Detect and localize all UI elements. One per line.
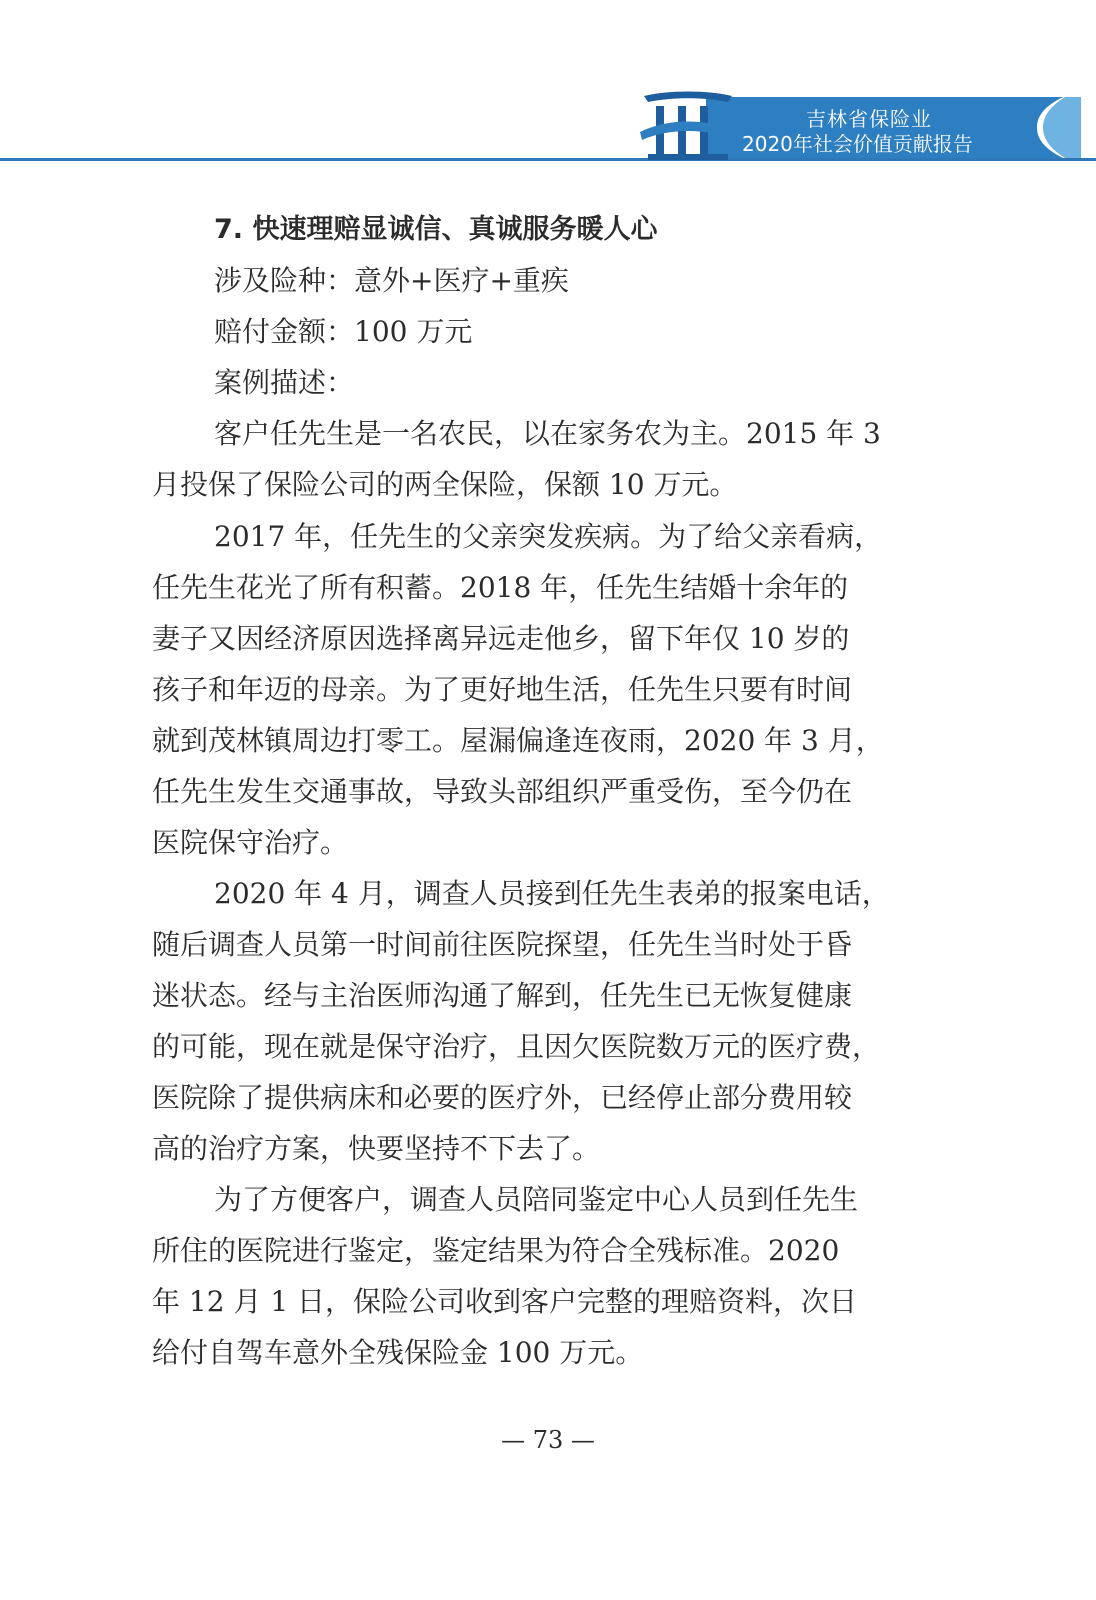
page-number: — 73 — bbox=[501, 1426, 595, 1454]
paragraph-line: 任先生发生交通事故，导致头部组织严重受伤，至今仍在 bbox=[152, 775, 853, 808]
header-banner-cap bbox=[1003, 97, 1081, 158]
paragraph-line: 迷状态。经与主治医师沟通了解到，任先生已无恢复健康 bbox=[152, 979, 853, 1012]
insurance-types: 涉及险种：意外+医疗+重疾 bbox=[214, 264, 569, 297]
paragraph-line: 高的治疗方案，快要坚持不下去了。 bbox=[152, 1132, 601, 1165]
paragraph-line: 医院除了提供病床和必要的医疗外，已经停止部分费用较 bbox=[152, 1081, 853, 1114]
paragraph-line: 医院保守治疗。 bbox=[152, 826, 349, 859]
paragraph-line: 客户任先生是一名农民，以在家务农为主。2015 年 3 bbox=[214, 417, 881, 450]
paragraph-line: 2020 年 4 月，调查人员接到任先生表弟的报案电话， bbox=[214, 877, 890, 910]
header-rule bbox=[0, 158, 1096, 161]
paragraph-line: 为了方便客户，调查人员陪同鉴定中心人员到任先生 bbox=[214, 1183, 859, 1216]
paragraph-line: 任先生花光了所有积蓄。2018 年，任先生结婚十余年的 bbox=[152, 571, 849, 604]
paragraph-line: 就到茂林镇周边打零工。屋漏偏逢连夜雨，2020 年 3 月， bbox=[152, 724, 884, 757]
paragraph-line: 孩子和年迈的母亲。为了更好地生活，任先生只要有时间 bbox=[152, 673, 853, 706]
paragraph-line: 所住的医院进行鉴定，鉴定结果为符合全残标准。2020 bbox=[152, 1234, 840, 1267]
paragraph-line: 随后调查人员第一时间前往医院探望，任先生当时处于昏 bbox=[152, 928, 853, 961]
paragraph-line: 妻子又因经济原因选择离异远走他乡，留下年仅 10 岁的 bbox=[152, 622, 850, 655]
paragraph-line: 的可能，现在就是保守治疗，且因欠医院数万元的医疗费， bbox=[152, 1030, 881, 1063]
paragraph-line: 月投保了保险公司的两全保险，保额 10 万元。 bbox=[152, 468, 738, 501]
paragraph-line: 2017 年，任先生的父亲突发疾病。为了给父亲看病， bbox=[214, 520, 883, 553]
paragraph-line: 给付自驾车意外全残保险金 100 万元。 bbox=[152, 1336, 644, 1369]
logo-icon bbox=[638, 88, 738, 162]
header-title-line2: 2020年社会价值贡献报告 bbox=[742, 132, 973, 156]
paragraph-line: 年 12 月 1 日，保险公司收到客户完整的理赔资料，次日 bbox=[152, 1285, 858, 1318]
header-title-line1: 吉林省保险业 bbox=[806, 107, 932, 131]
payout-amount: 赔付金额：100 万元 bbox=[214, 315, 473, 348]
section-heading: 7. 快速理赔显诚信、真诚服务暖人心 bbox=[214, 214, 658, 245]
case-label: 案例描述： bbox=[214, 366, 355, 399]
